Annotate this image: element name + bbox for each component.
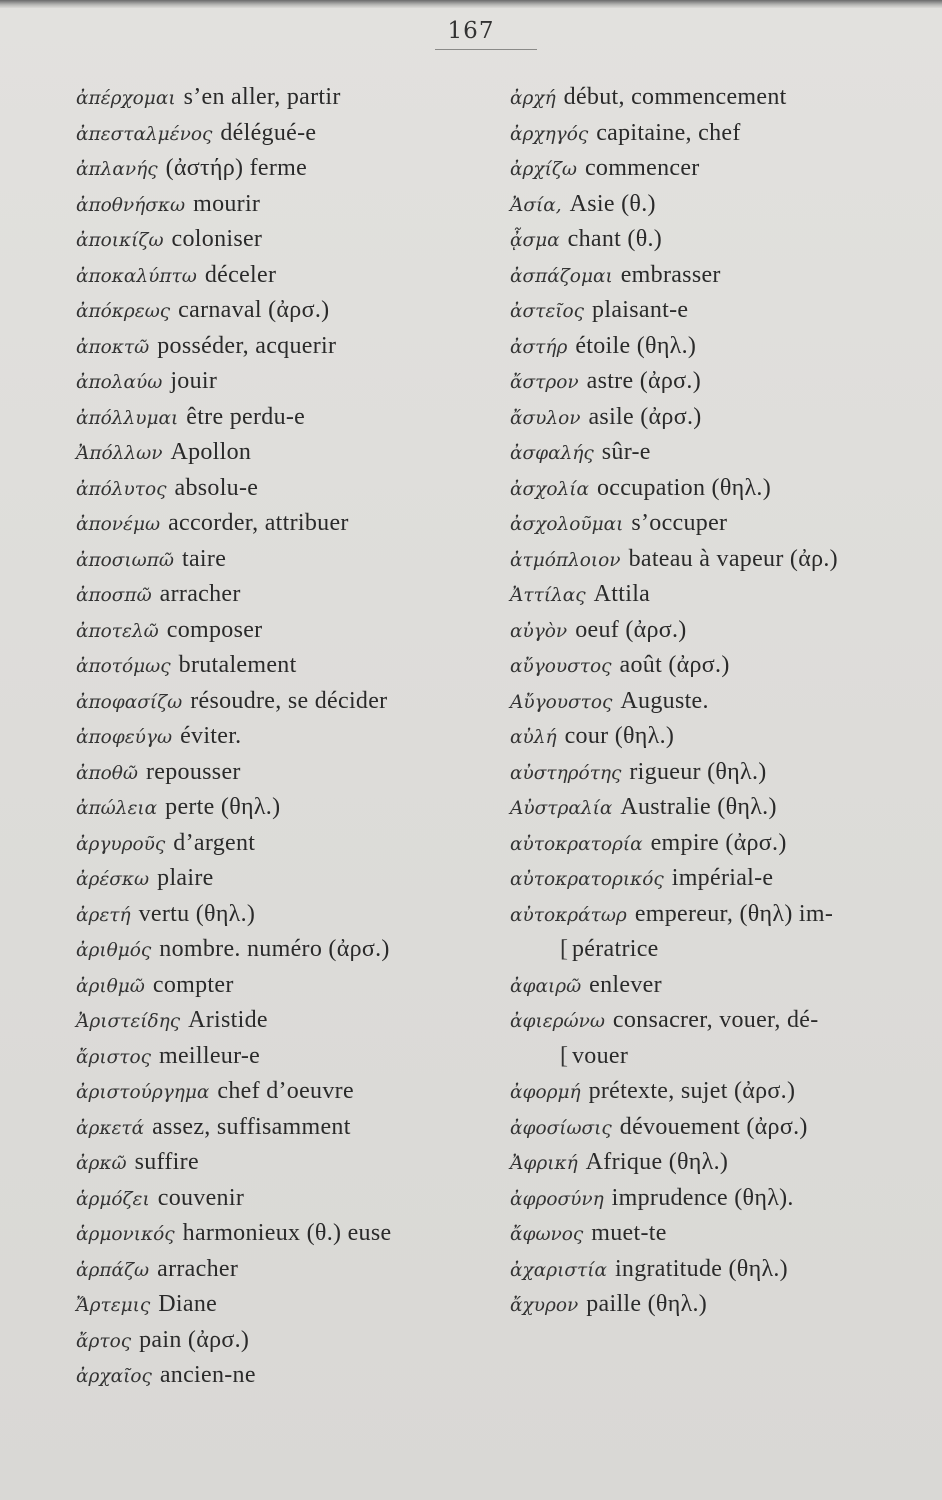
french-definition: Diane [158, 1291, 218, 1317]
dictionary-entry [76, 577, 506, 613]
dictionary-entry [510, 222, 938, 258]
continuation-bracket: [ [560, 1042, 568, 1069]
greek-headword: ἀριστούργημα [76, 1082, 210, 1103]
dictionary-entry [76, 506, 506, 542]
dictionary-entry [510, 790, 938, 826]
french-definition: Afrique (θηλ.) [585, 1149, 729, 1175]
dictionary-entry [76, 222, 506, 258]
french-definition: pain (ἀρσ.) [139, 1326, 250, 1353]
dictionary-entry [510, 1216, 938, 1252]
dictionary-entry [76, 1287, 506, 1323]
greek-headword: ἀρχηγός [510, 123, 589, 145]
french-definition: pératrice [572, 936, 659, 962]
french-definition: arracher [157, 1255, 239, 1282]
dictionary-entry [510, 897, 938, 933]
french-definition: Apollon [170, 439, 252, 465]
dictionary-entry [76, 364, 506, 400]
greek-headword: αὐτοκράτωρ [510, 904, 627, 926]
french-definition: plaisant-e [592, 297, 689, 323]
french-definition: couvenir [157, 1184, 245, 1211]
greek-headword: ἄριστος [76, 1046, 151, 1068]
greek-headword: ἀπλανής [76, 159, 158, 180]
greek-headword: αὐτοκρατορία [510, 833, 643, 855]
french-definition: ancien-ne [159, 1362, 256, 1388]
greek-headword: Ἄρτεμις [76, 1295, 151, 1316]
dictionary-entry [76, 1181, 506, 1217]
french-definition: août (ἀρσ.) [619, 652, 730, 678]
dictionary-entry [76, 151, 506, 187]
dictionary-entry [510, 1252, 938, 1288]
dictionary-entry [76, 861, 506, 897]
french-definition: compter [152, 971, 234, 998]
left-column [76, 80, 506, 1394]
french-definition: chant (θ.) [567, 226, 663, 252]
dictionary-entry [76, 613, 506, 649]
greek-headword: ἀπόλυτος [76, 478, 167, 500]
greek-headword: ἄφωνος [510, 1224, 584, 1245]
french-definition: asile (ἀρσ.) [588, 403, 702, 430]
greek-headword: Ἀττίλας [510, 585, 586, 606]
greek-headword: ἀσχολία [510, 478, 589, 500]
french-definition: composer [166, 616, 263, 643]
french-definition: paille (θηλ.) [586, 1291, 708, 1317]
dictionary-entry [510, 329, 938, 365]
dictionary-entry [76, 1216, 506, 1252]
french-definition: enlever [589, 971, 662, 998]
dictionary-entry [76, 116, 506, 152]
french-definition: capitaine, chef [596, 119, 741, 146]
dictionary-entry [510, 861, 938, 897]
french-definition: coloniser [171, 226, 263, 252]
dictionary-entry [76, 435, 506, 471]
french-definition: perte (θηλ.) [165, 794, 281, 820]
dictionary-entry [76, 471, 506, 507]
right-column [510, 80, 938, 1323]
dictionary-entry [510, 826, 938, 862]
french-definition: repousser [146, 758, 241, 785]
greek-headword: ἄχυρον [510, 1295, 579, 1316]
french-definition: embrasser [620, 261, 721, 288]
french-definition: Auguste. [620, 687, 709, 714]
dictionary-entry [510, 542, 938, 578]
greek-headword: Αὐστραλία [510, 798, 613, 819]
french-definition: imprudence (θηλ). [611, 1184, 794, 1211]
greek-headword: ἀπολαύω [76, 372, 163, 393]
french-definition: impérial-e [671, 865, 774, 891]
french-definition: oeuf (ἀρσ.) [575, 616, 687, 643]
french-definition: (ἀστήρ) ferme [165, 155, 308, 181]
dictionary-entry [510, 1181, 938, 1217]
dictionary-entry [76, 755, 506, 791]
greek-headword: ἀτμόπλοιον [510, 549, 621, 571]
greek-headword: ἀριθμῶ [76, 975, 145, 997]
dictionary-entry [76, 293, 506, 329]
greek-headword: Ἀσία, [510, 194, 562, 216]
french-definition: taire [182, 545, 227, 572]
greek-headword: Αὔγουστος [510, 691, 613, 713]
french-definition: vouer [572, 1042, 629, 1069]
french-definition: plaire [157, 865, 214, 891]
greek-headword: ἀποθῶ [76, 762, 139, 784]
french-definition: assez, suffisamment [152, 1113, 351, 1140]
greek-headword: ἁρμόζει [76, 1188, 150, 1210]
dictionary-entry [76, 187, 506, 223]
greek-headword: ἀποικίζω [76, 230, 164, 251]
greek-headword: ἀπόλλυμαι [76, 407, 179, 429]
greek-headword: ἀστεῖος [510, 301, 585, 322]
greek-headword: ἀποφεύγω [76, 727, 173, 748]
dictionary-entry [510, 258, 938, 294]
greek-headword: αὔγουστος [510, 656, 612, 677]
greek-headword: Ἀριστείδης [76, 1011, 181, 1032]
french-definition: empereur, (θηλ) im- [634, 900, 834, 927]
page-top-edge [0, 0, 942, 8]
french-definition: Australie (θηλ.) [620, 794, 777, 820]
greek-headword: ἀρκετά [76, 1117, 145, 1139]
dictionary-entry [510, 1287, 938, 1323]
dictionary-entry [76, 684, 506, 720]
french-definition: chef d’oeuvre [217, 1078, 354, 1104]
greek-headword: ἀρχή [510, 88, 556, 109]
greek-headword: ἀποτόμως [76, 656, 171, 677]
entry-continuation [510, 932, 938, 968]
greek-headword: ἀφιερώνω [510, 1011, 605, 1032]
dictionary-entry [76, 1003, 506, 1039]
french-definition: nombre. numéro (ἀρσ.) [159, 936, 390, 962]
dictionary-entry [76, 1358, 506, 1394]
greek-headword: ἀφορμή [510, 1082, 581, 1103]
dictionary-entry [76, 719, 506, 755]
dictionary-entry [510, 755, 938, 791]
greek-headword: ἀσφαλής [510, 443, 594, 464]
dictionary-entry [76, 932, 506, 968]
page-number: 167 [447, 18, 495, 44]
dictionary-entry [510, 1110, 938, 1146]
french-definition: d’argent [173, 829, 256, 856]
header-rule [435, 49, 537, 50]
greek-headword: ἀπεσταλμένος [76, 123, 213, 145]
greek-headword: ἀποτελῶ [76, 620, 159, 642]
dictionary-entry [76, 1110, 506, 1146]
greek-headword: ἀπονέμω [76, 514, 161, 535]
greek-headword: ἀπώλεια [76, 798, 158, 819]
greek-headword: ἀποκτῶ [76, 336, 150, 358]
french-definition: Asie (θ.) [569, 190, 656, 217]
french-definition: cour (θηλ.) [564, 723, 675, 749]
greek-headword: ἀποφασίζω [76, 691, 183, 713]
dictionary-entry [510, 80, 938, 116]
french-definition: ingratitude (θηλ.) [614, 1255, 788, 1282]
dictionary-entry [510, 719, 938, 755]
french-definition: éviter. [180, 723, 242, 749]
french-definition: mourir [193, 190, 261, 217]
french-definition: absolu-e [174, 474, 259, 501]
french-definition: délégué-e [220, 119, 317, 146]
french-definition: prétexte, sujet (ἀρσ.) [588, 1078, 796, 1104]
dictionary-entry [76, 258, 506, 294]
dictionary-entry [76, 1323, 506, 1359]
dictionary-entry [510, 1145, 938, 1181]
dictionary-entry [76, 790, 506, 826]
greek-headword: ἄσυλον [510, 407, 581, 429]
french-definition: brutalement [178, 652, 297, 678]
greek-headword: αὐστηρότης [510, 762, 622, 784]
greek-headword: ἀφαιρῶ [510, 975, 582, 997]
dictionary-entry [510, 613, 938, 649]
greek-headword: ἀρετή [76, 904, 131, 926]
greek-headword: ἀρέσκω [76, 869, 150, 890]
french-definition: empire (ἀρσ.) [650, 829, 787, 856]
dictionary-entry [510, 684, 938, 720]
french-definition: bateau à vapeur (ἀρ.) [628, 545, 838, 572]
greek-headword: ἀποσπῶ [76, 585, 152, 606]
dictionary-entry [76, 1074, 506, 1110]
french-definition: arracher [159, 581, 241, 607]
greek-headword: ἀριθμός [76, 940, 152, 961]
dictionary-entry [510, 400, 938, 436]
french-definition: rigueur (θηλ.) [629, 758, 767, 785]
french-definition: résoudre, se décider [190, 687, 388, 714]
french-definition: s’en aller, partir [183, 84, 341, 110]
dictionary-entry [510, 116, 938, 152]
greek-headword: ἀσχολοῦμαι [510, 514, 624, 535]
continuation-bracket: [ [560, 936, 568, 962]
dictionary-entry [76, 897, 506, 933]
french-definition: suffire [134, 1149, 199, 1175]
french-definition: meilleur-e [159, 1042, 261, 1069]
dictionary-entry [76, 826, 506, 862]
french-definition: être perdu-e [186, 403, 306, 430]
french-definition: muet-te [591, 1220, 667, 1246]
greek-headword: ἁρμονικός [76, 1224, 175, 1245]
greek-headword: ἀσπάζομαι [510, 265, 613, 287]
dictionary-entry [510, 577, 938, 613]
dictionary-entry [510, 506, 938, 542]
french-definition: déceler [204, 261, 277, 288]
french-definition: occupation (θηλ.) [596, 474, 772, 501]
greek-headword: ἀφροσύνη [510, 1188, 604, 1210]
french-definition: consacrer, vouer, dé- [612, 1007, 819, 1033]
greek-headword: αὐλή [510, 727, 557, 748]
greek-headword: ἄρτος [76, 1330, 132, 1352]
dictionary-entry [76, 400, 506, 436]
dictionary-entry [76, 80, 506, 116]
dictionary-entry [510, 968, 938, 1004]
french-definition: s’occuper [631, 510, 728, 536]
greek-headword: ἁρπάζω [76, 1259, 150, 1281]
dictionary-entry [510, 151, 938, 187]
dictionary-entry [76, 968, 506, 1004]
greek-headword: ἀχαριστία [510, 1259, 607, 1281]
entry-continuation [510, 1039, 938, 1075]
greek-headword: Ἀφρική [510, 1153, 578, 1174]
greek-headword: ᾆσμα [510, 230, 560, 251]
french-definition: commencer [584, 155, 700, 181]
dictionary-entry [510, 435, 938, 471]
dictionary-entry [510, 471, 938, 507]
greek-headword: Ἀπόλλων [76, 443, 163, 464]
french-definition: dévouement (ἀρσ.) [619, 1113, 808, 1140]
french-definition: posséder, acquerir [157, 332, 337, 359]
greek-headword: ἀρχίζω [510, 159, 577, 180]
greek-headword: ἀποκαλύπτω [76, 265, 197, 287]
french-definition: astre (ἀρσ.) [586, 368, 702, 394]
french-definition: début, commencement [563, 84, 787, 110]
greek-headword: ἀπέρχομαι [76, 88, 176, 109]
dictionary-entry [510, 187, 938, 223]
french-definition: harmonieux (θ.) euse [182, 1220, 392, 1246]
greek-headword: αὐτοκρατορικός [510, 869, 664, 890]
greek-headword: ἀστήρ [510, 336, 568, 358]
greek-headword: ἄστρον [510, 372, 579, 393]
dictionary-entry [76, 1145, 506, 1181]
dictionary-entry [76, 648, 506, 684]
greek-headword: αὐγὸν [510, 620, 568, 642]
dictionary-entry [76, 542, 506, 578]
dictionary-entry [510, 1003, 938, 1039]
dictionary-entry [76, 1252, 506, 1288]
french-definition: sûr-e [601, 439, 651, 465]
dictionary-entry [76, 1039, 506, 1075]
greek-headword: ἀργυροῦς [76, 833, 166, 855]
dictionary-entry [76, 329, 506, 365]
french-definition: étoile (θηλ.) [575, 332, 697, 359]
greek-headword: ἀπόκρεως [76, 301, 171, 322]
greek-headword: ἀποθνήσκω [76, 194, 186, 216]
french-definition: jouir [170, 368, 218, 394]
greek-headword: ἀρχαῖος [76, 1366, 152, 1387]
greek-headword: ἀρκῶ [76, 1153, 127, 1174]
dictionary-entry [510, 648, 938, 684]
dictionary-entry [510, 293, 938, 329]
french-definition: Attila [593, 581, 651, 607]
dictionary-entry [510, 364, 938, 400]
french-definition: accorder, attribuer [168, 510, 349, 536]
greek-headword: ἀποσιωπῶ [76, 549, 175, 571]
french-definition: carnaval (ἀρσ.) [178, 297, 330, 323]
greek-headword: ἀφοσίωσις [510, 1117, 612, 1139]
dictionary-entry [510, 1074, 938, 1110]
french-definition: Aristide [188, 1007, 268, 1033]
french-definition: vertu (θηλ.) [138, 900, 256, 927]
